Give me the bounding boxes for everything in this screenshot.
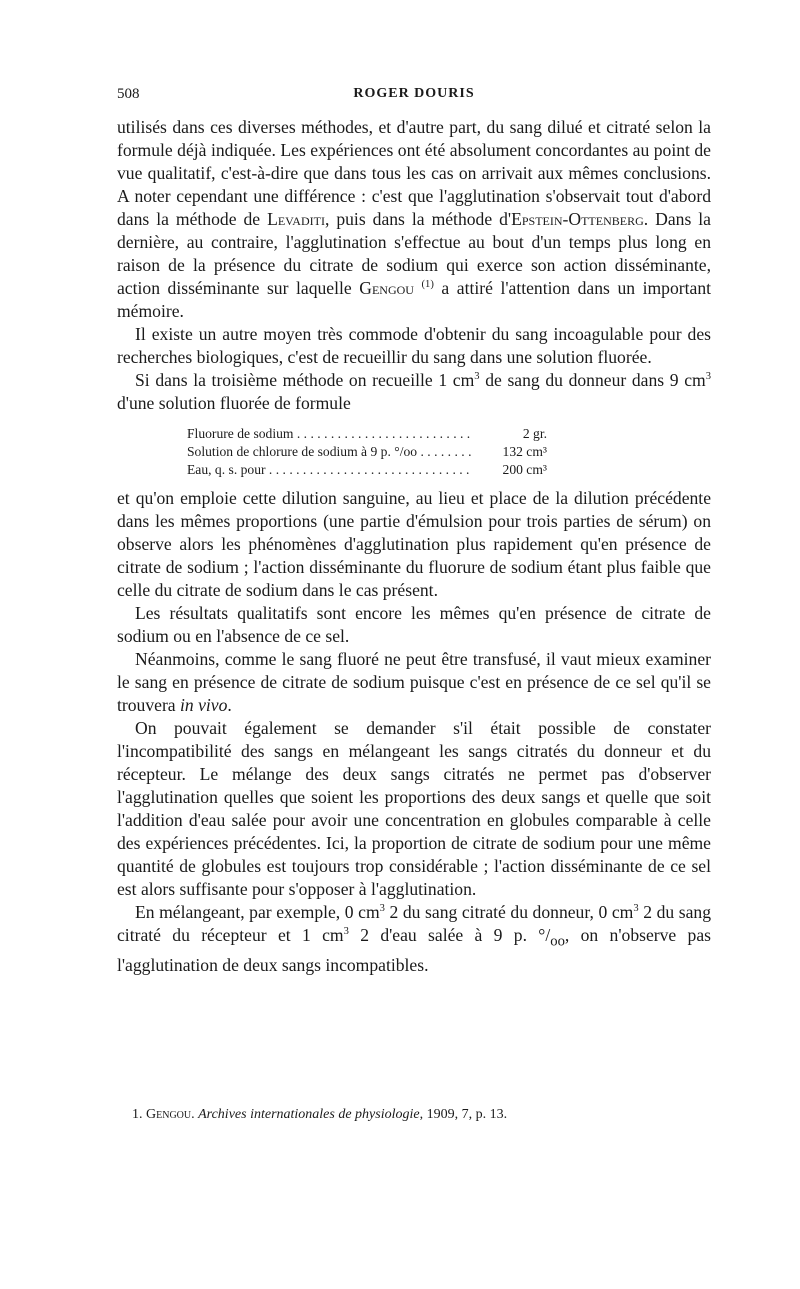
formula-value: 200 cm³ [502, 462, 547, 477]
formula-label: Solution de chlorure de sodium à 9 p. °/oo . . . [187, 443, 473, 461]
body-text [117, 116, 711, 977]
formula-row [187, 461, 547, 479]
formula-value: 2 gr. [522, 426, 547, 441]
superscript-3: 3 [474, 371, 480, 383]
paragraph-8 [117, 901, 711, 977]
footnote-number: 1. [132, 1107, 143, 1122]
paragraph-5: Les résultats qualitatifs sont encore les mêmes qu'en présence de citrate de sodium ou en l'absence de ce sel. [117, 603, 711, 646]
paragraph-3-b: de sang du donneur dans 9 cm [479, 370, 706, 390]
formula-value: 132 cm³ [502, 444, 547, 459]
author-gengou: Gengou [359, 278, 414, 298]
footnote: 1. Gengou. Archives internationales de physiologie, 1909, 7, p. 13. [132, 1107, 508, 1122]
footnote-ref: (1) [421, 279, 434, 291]
superscript-3: 3 [379, 903, 385, 915]
footnote-author: Gengou [146, 1107, 192, 1122]
paragraph-2: Il existe un autre moyen très commode d'obtenir du sang incoagulable pour des recherches biologiques, c'est de recueillir du sang dans une solution fluorée. [117, 324, 711, 367]
paragraph-1-text: utilisés dans ces diverses méthodes, et d'autre part, du sang dilué et citraté selon la formule déjà indiquée. Les expériences ont été absolument concordantes au point de vue qualitatif, c'est-à-dire que dans tous les cas on arrivait aux mêmes conclusions. A noter cependant une différence : c'est que l'agglutination s'observait tout d'abord dans la méthode de [117, 117, 711, 229]
formula-row [187, 425, 547, 443]
footnote-details: , 1909, 7, p. 13. [419, 1107, 508, 1122]
formula-table [187, 425, 547, 479]
paragraph-3-a: Si dans la troisième méthode on recueille 1 cm [135, 370, 475, 390]
paragraph-6-end: . [227, 695, 232, 715]
paragraph-8-d: 2 d'eau salée à 9 p. °/ [348, 925, 551, 945]
paragraph-8-c: 2 du sang citraté du récepteur et 1 cm [117, 902, 712, 945]
author-epstein-ottenberg: Epstein-Ottenberg [511, 209, 644, 229]
formula-label: Fluorure de sodium . . . [187, 425, 473, 443]
paragraph-8-b: 2 du sang citraté du donneur, 0 cm [384, 902, 634, 922]
paragraph-1 [117, 116, 711, 323]
paragraph-1-cont: . Dans la dernière, au contraire, l'agglutination s'effectue au bout d'un temps plus long en raison de la présence du citrate de sodium qui exerce son action disséminante, action disséminante sur laquelle [117, 209, 711, 298]
paragraph-6 [117, 648, 711, 717]
subscript-oo: oo [550, 933, 565, 950]
superscript-3: 3 [343, 926, 349, 938]
footnote-journal: Archives internationales de physiologie [198, 1107, 420, 1122]
formula-row [187, 443, 547, 461]
running-head: ROGER DOURIS [353, 86, 475, 101]
paragraph-1-end: a attiré l'attention dans un important mémoire. [117, 278, 711, 321]
page-header [117, 86, 711, 110]
paragraph-8-e: , on n'observe pas l'agglutination de deux sangs incompatibles. [117, 925, 712, 975]
paragraph-1-mid: , puis dans la méthode d' [324, 209, 512, 229]
italic-in-vivo: in vivo [180, 695, 228, 715]
page-number: 508 [117, 86, 140, 102]
paragraph-4: et qu'on emploie cette dilution sanguine, au lieu et place de la dilution précédente dans les mêmes proportions (une partie d'émulsion pour trois parties de sérum) on observe alors les phénomènes d'agglutination plus rapidement qu'en présence de citrate de sodium ; l'action disséminante du fluorure de sodium étant plus faible que celle du citrate de sodium dans le cas présent. [117, 488, 711, 600]
formula-label: Eau, q. s. pour . . . [187, 461, 473, 479]
paragraph-8-a: En mélangeant, par exemple, 0 cm [135, 902, 380, 922]
author-levaditi: Levaditi [267, 209, 325, 229]
superscript-3: 3 [633, 903, 639, 915]
paragraph-3 [117, 369, 711, 415]
superscript-3: 3 [705, 371, 711, 383]
paragraph-3-c: d'une solution fluorée de formule [117, 393, 351, 413]
paragraph-7: On pouvait également se demander s'il était possible de constater l'incompatibilité des sangs en mélangeant les sangs citratés du donneur et du récepteur. Le mélange des deux sangs citratés ne permet pas d'observer l'agglutination quelles que soient les proportions des deux sangs et quelle que soit l'addition d'eau salée pour avoir une concentration en globules comparable à celle des expériences précédentes. Ici, la proportion de citrate de sodium pour une même quantité de globules est toujours trop considérable ; l'action disséminante de ce sel est alors suffisante pour s'opposer à l'agglutination. [117, 718, 711, 899]
paragraph-6-a: Néanmoins, comme le sang fluoré ne peut être transfusé, il vaut mieux examiner le sang en présence de citrate de sodium puisque c'est en présence de ce sel qu'il se trouvera [117, 649, 711, 715]
